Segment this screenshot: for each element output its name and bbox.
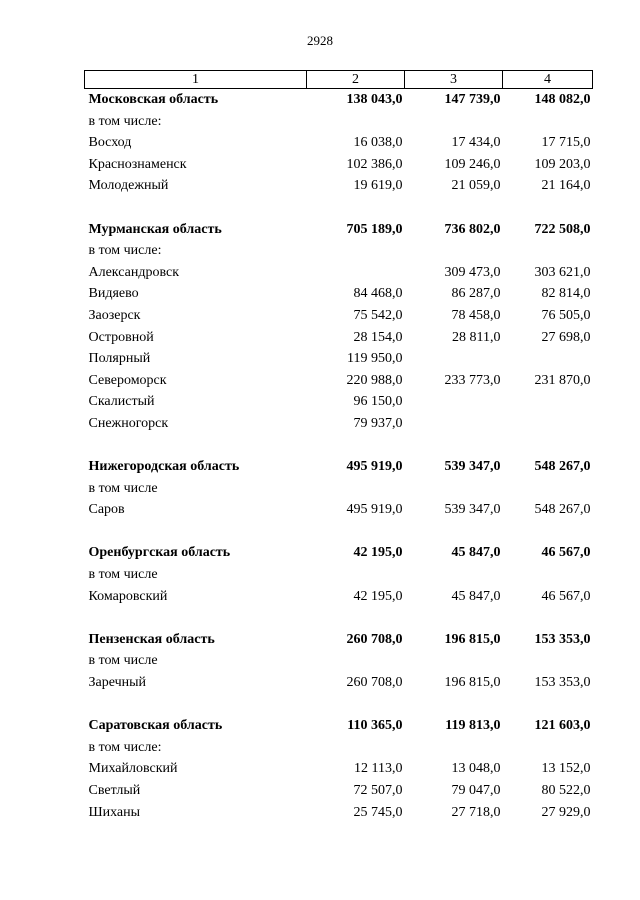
municipality-name: Заозерск <box>88 307 141 323</box>
value-col-2: 16 038,0 <box>353 135 403 151</box>
value-col-3: 109 246,0 <box>444 156 501 172</box>
value-col-2: 72 507,0 <box>353 783 403 798</box>
value-col-4: 82 814,0 <box>541 286 591 302</box>
municipality-name: Заречный <box>88 675 147 691</box>
value-col-4 <box>503 348 593 370</box>
value-col-2: 84 468,0 <box>353 286 403 302</box>
spacer-cell <box>85 521 593 543</box>
value-col-2: 220 988,0 <box>346 372 403 388</box>
value-col-4: 27 698,0 <box>541 329 591 345</box>
value-col-2: 42 195,0 <box>353 588 403 604</box>
region-row <box>85 219 593 241</box>
page-number: 2928 <box>307 33 333 48</box>
value-col-2: 495 919,0 <box>346 502 403 518</box>
spacer-cell <box>85 694 593 716</box>
value-col-4: 76 505,0 <box>541 307 591 323</box>
header-col-4: 4 <box>503 71 593 89</box>
value-col-4: 21 164,0 <box>541 178 591 194</box>
table-header <box>85 71 593 89</box>
table-row <box>85 305 593 327</box>
spacer-cell <box>85 435 593 457</box>
region-value-col-4: 121 603,0 <box>534 718 591 734</box>
value-col-4: 303 621,0 <box>534 264 591 280</box>
value-col-3: 13 048,0 <box>451 761 501 777</box>
region-value-col-3: 119 813,0 <box>445 718 501 734</box>
subheading-row <box>85 737 593 759</box>
value-col-2: 260 708,0 <box>346 675 403 691</box>
value-col-2: 28 154,0 <box>353 329 403 345</box>
region-row <box>85 89 593 111</box>
region-value-col-3: 196 815,0 <box>444 631 501 647</box>
table-row <box>85 327 593 349</box>
value-col-2 <box>307 262 405 284</box>
budget-table <box>84 70 593 823</box>
value-col-3: 21 059,0 <box>451 178 501 194</box>
spacer-row <box>85 435 593 457</box>
value-col-2: 12 113,0 <box>354 761 403 777</box>
region-value-col-4: 722 508,0 <box>534 221 591 237</box>
value-col-2: 75 542,0 <box>353 307 403 323</box>
subheading-label: в том числе: <box>88 739 162 755</box>
municipality-name: Комаровский <box>88 588 168 604</box>
municipality-name: Саров <box>88 502 125 518</box>
value-col-2: 19 619,0 <box>353 178 403 194</box>
region-value-col-2: 495 919,0 <box>346 459 403 475</box>
value-col-3: 78 458,0 <box>451 307 501 323</box>
subheading-row <box>85 240 593 262</box>
region-value-col-3: 147 739,0 <box>444 92 501 107</box>
value-col-2: 119 950,0 <box>347 351 403 367</box>
value-col-4: 80 522,0 <box>541 783 591 798</box>
value-col-3: 539 347,0 <box>444 502 501 518</box>
spacer-cell <box>85 607 593 629</box>
value-col-4: 231 870,0 <box>534 372 591 388</box>
municipality-name: Краснознаменск <box>88 156 187 172</box>
region-value-col-2: 138 043,0 <box>346 92 403 107</box>
subheading-label: в том числе <box>88 480 158 496</box>
region-value-col-2: 110 365,0 <box>347 718 403 734</box>
table-row <box>85 413 593 435</box>
region-value-col-2: 42 195,0 <box>353 545 403 561</box>
table-row <box>85 132 593 154</box>
value-col-3: 17 434,0 <box>451 135 501 151</box>
value-col-4: 548 267,0 <box>534 502 591 518</box>
region-row <box>85 629 593 651</box>
region-name: Пензенская область <box>88 631 215 647</box>
municipality-name: Островной <box>88 329 154 345</box>
value-col-4: 27 929,0 <box>541 804 591 820</box>
subheading-label: в том числе: <box>88 113 162 129</box>
municipality-name: Михайловский <box>88 761 178 777</box>
value-col-3 <box>405 391 503 413</box>
municipality-name: Скалистый <box>88 394 155 410</box>
value-col-3: 27 718,0 <box>451 804 501 820</box>
table-row <box>85 370 593 392</box>
table-row <box>85 780 593 802</box>
table-body <box>85 89 593 824</box>
table-row <box>85 175 593 197</box>
value-col-3: 309 473,0 <box>444 264 501 280</box>
municipality-name: Видяево <box>88 286 139 302</box>
value-col-3: 79 047,0 <box>451 783 501 798</box>
municipality-name: Снежногорск <box>88 415 169 431</box>
region-name: Нижегородская область <box>88 459 240 475</box>
spacer-row <box>85 521 593 543</box>
value-col-3 <box>405 348 503 370</box>
region-row <box>85 542 593 564</box>
value-col-4: 46 567,0 <box>541 588 591 604</box>
value-col-4: 13 152,0 <box>541 761 591 777</box>
value-col-3: 86 287,0 <box>451 286 501 302</box>
value-col-2: 25 745,0 <box>353 804 403 820</box>
municipality-name: Шиханы <box>88 804 141 820</box>
value-col-2: 96 150,0 <box>353 394 403 410</box>
table-row <box>85 262 593 284</box>
spacer-row <box>85 197 593 219</box>
value-col-3: 233 773,0 <box>444 372 501 388</box>
region-row <box>85 715 593 737</box>
region-name: Московская область <box>88 92 219 107</box>
region-name: Саратовская область <box>88 718 223 734</box>
header-col-2: 2 <box>307 71 405 89</box>
budget-table-container <box>84 70 592 823</box>
value-col-2: 102 386,0 <box>346 156 403 172</box>
table-row <box>85 758 593 780</box>
value-col-4 <box>503 391 593 413</box>
table-row <box>85 348 593 370</box>
table-row <box>85 391 593 413</box>
municipality-name: Восход <box>88 135 132 151</box>
header-col-1: 1 <box>85 71 307 89</box>
table-row <box>85 586 593 608</box>
table-row <box>85 499 593 521</box>
subheading-row <box>85 650 593 672</box>
region-name: Мурманская область <box>88 221 222 237</box>
table-row <box>85 802 593 824</box>
value-col-3 <box>405 413 503 435</box>
subheading-label: в том числе <box>88 653 158 669</box>
region-value-col-3: 45 847,0 <box>451 545 501 561</box>
header-row <box>85 71 593 89</box>
value-col-4: 109 203,0 <box>534 156 591 172</box>
municipality-name: Александровск <box>88 264 180 280</box>
subheading-label: в том числе <box>88 567 158 583</box>
spacer-row <box>85 607 593 629</box>
value-col-3: 45 847,0 <box>451 588 501 604</box>
subheading-row <box>85 564 593 586</box>
subheading-row <box>85 111 593 133</box>
region-name: Оренбургская область <box>88 545 231 561</box>
header-col-3: 3 <box>405 71 503 89</box>
table-row <box>85 283 593 305</box>
municipality-name: Североморск <box>88 372 167 388</box>
value-col-3: 28 811,0 <box>452 329 501 345</box>
region-value-col-4: 46 567,0 <box>541 545 591 561</box>
table-row <box>85 672 593 694</box>
value-col-4: 153 353,0 <box>534 675 591 691</box>
spacer-row <box>85 694 593 716</box>
region-value-col-4: 153 353,0 <box>534 631 591 647</box>
subheading-row <box>85 478 593 500</box>
subheading-label: в том числе: <box>88 243 162 259</box>
region-value-col-4: 548 267,0 <box>534 459 591 475</box>
region-value-col-3: 736 802,0 <box>444 221 501 237</box>
region-value-col-2: 260 708,0 <box>346 631 403 647</box>
spacer-cell <box>85 197 593 219</box>
municipality-name: Полярный <box>88 351 151 367</box>
value-col-4 <box>503 413 593 435</box>
region-value-col-3: 539 347,0 <box>444 459 501 475</box>
value-col-2: 79 937,0 <box>353 415 403 431</box>
municipality-name: Светлый <box>88 783 141 798</box>
region-row <box>85 456 593 478</box>
value-col-3: 196 815,0 <box>444 675 501 691</box>
municipality-name: Молодежный <box>88 178 169 194</box>
region-value-col-4: 148 082,0 <box>534 92 591 107</box>
table-row <box>85 154 593 176</box>
region-value-col-2: 705 189,0 <box>346 221 403 237</box>
value-col-4: 17 715,0 <box>541 135 591 151</box>
